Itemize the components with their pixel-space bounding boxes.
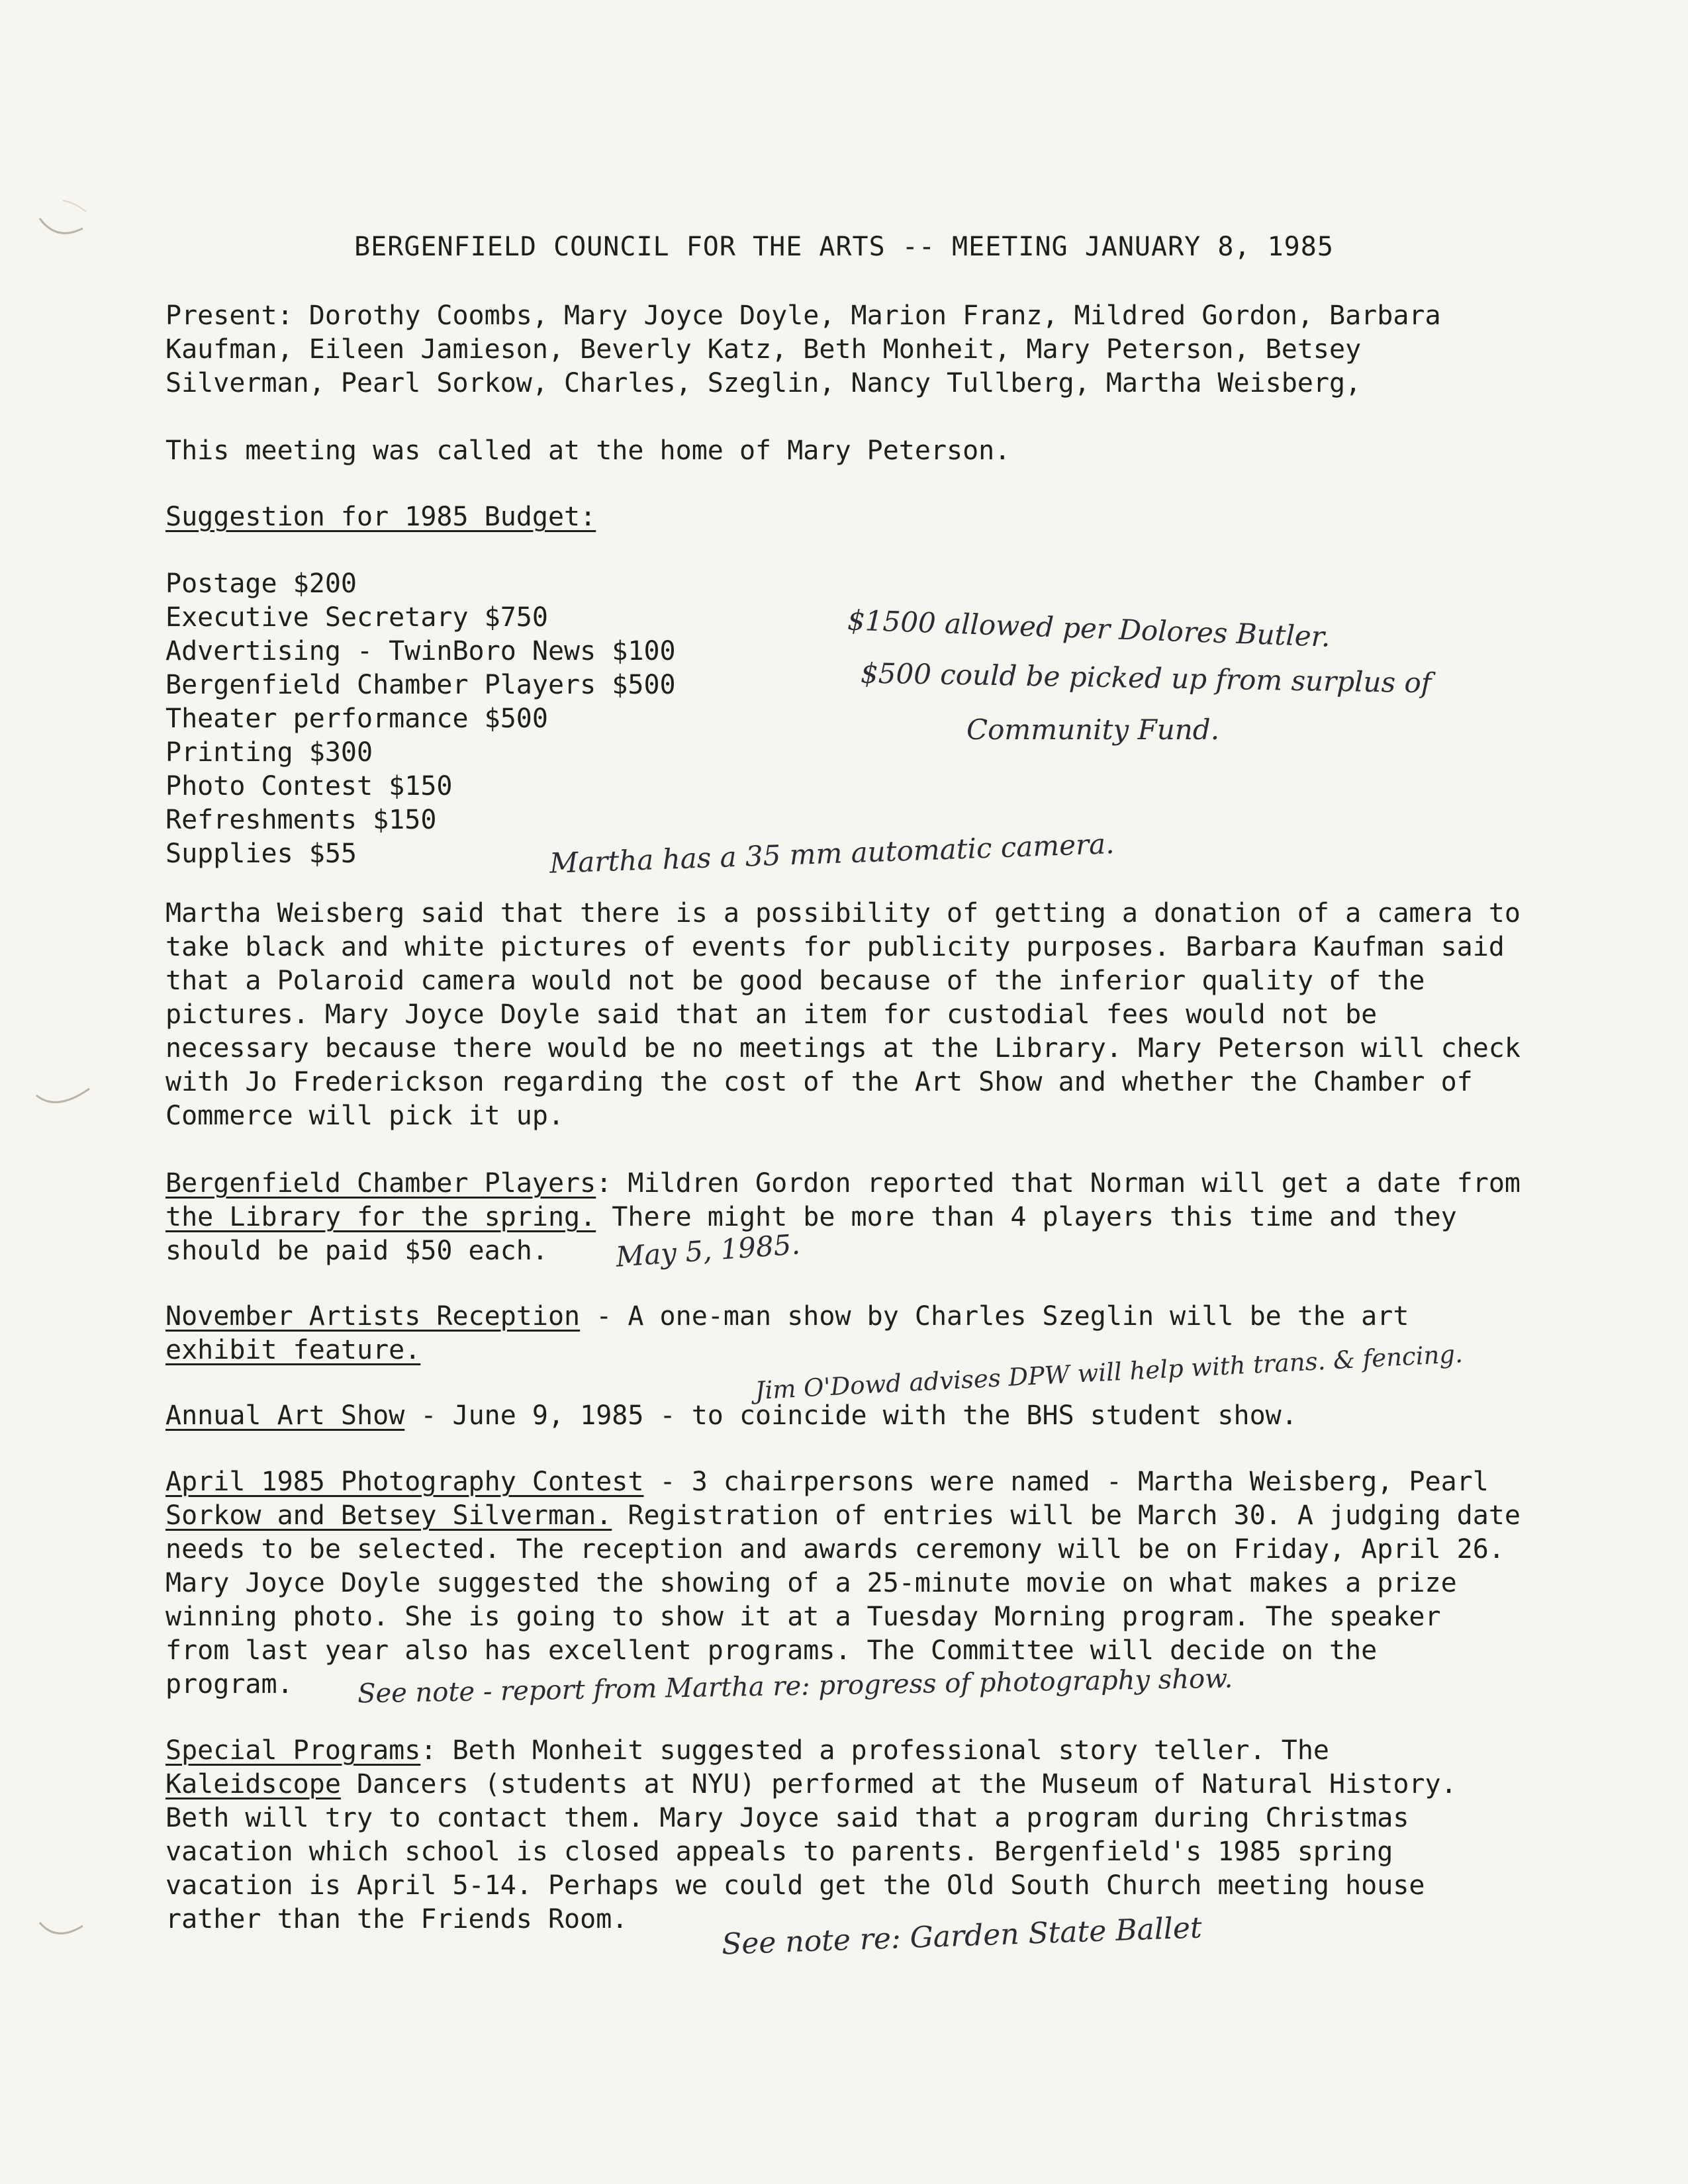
section-line: should be paid $50 each.: [165, 1236, 548, 1266]
attendees-line: Present: Dorothy Coombs, Mary Joyce Doyle, Marion Franz, Mildred Gordon, Barbara: [165, 300, 1441, 331]
photo-contest-heading: April 1985 Photography Contest: [165, 1467, 644, 1497]
punch-hole-mark: [26, 1886, 99, 1959]
section-line: [165, 1300, 1575, 1334]
section-line: [165, 1734, 1575, 1768]
meeting-location: This meeting was called at the home of Mary Peterson.: [165, 435, 1011, 466]
handwritten-budget-note: $500 could be picked up from surplus of: [860, 657, 1432, 700]
handwritten-dpw-note: Jim O'Dowd advises DPW will help with trans. & fencing.: [754, 1340, 1464, 1405]
annual-art-show-heading: Annual Art Show: [165, 1400, 405, 1431]
chamber-players-heading: the Library for the spring.: [165, 1202, 596, 1232]
section-line: [165, 1768, 1575, 1801]
handwritten-camera-note: Martha has a 35 mm automatic camera.: [549, 827, 1115, 880]
paragraph-line: take black and white pictures of events for publicity purposes. Barbara Kaufman said: [165, 932, 1505, 962]
section-line: Beth will try to contact them. Mary Joyce said that a program during Christmas: [165, 1803, 1409, 1833]
handwritten-budget-note: $1500 allowed per Dolores Butler.: [847, 604, 1331, 653]
section-line: vacation is April 5-14. Perhaps we could get the Old South Church meeting house: [165, 1870, 1425, 1901]
handwritten-date-note: May 5, 1985.: [614, 1228, 802, 1273]
handwritten-photo-note: See note - report from Martha re: progress of photography show.: [357, 1663, 1233, 1709]
section-text: - A one-man show by Charles Szeglin will be the art: [580, 1301, 1409, 1332]
section-line: Mary Joyce Doyle suggested the showing of a 25-minute movie on what makes a prize: [165, 1568, 1457, 1598]
annual-art-show-section: [165, 1399, 1575, 1433]
section-line: vacation which school is closed appeals to parents. Bergenfield's 1985 spring: [165, 1837, 1393, 1867]
budget-heading-text: Suggestion for 1985 Budget:: [165, 502, 596, 532]
paragraph-line: pictures. Mary Joyce Doyle said that an item for custodial fees would not be: [165, 999, 1378, 1030]
special-programs-section: [165, 1734, 1575, 1936]
photo-contest-section: [165, 1465, 1575, 1702]
special-programs-heading: Kaleidscope: [165, 1769, 341, 1799]
section-line: [165, 1499, 1575, 1533]
attendees-line: Kaufman, Eileen Jamieson, Beverly Katz, Beth Monheit, Mary Peterson, Betsey: [165, 334, 1362, 365]
section-text: Registration of entries will be March 30. A judging date: [612, 1500, 1521, 1531]
budget-item: Executive Secretary $750: [165, 602, 548, 633]
paragraph-line: necessary because there would be no meetings at the Library. Mary Peterson will check: [165, 1033, 1521, 1064]
section-line: winning photo. She is going to show it at a Tuesday Morning program. The speaker: [165, 1602, 1441, 1632]
budget-item: Theater performance $500: [165, 704, 548, 734]
budget-item: Supplies $55: [165, 839, 357, 869]
section-text: : Beth Monheit suggested a professional story teller. The: [420, 1735, 1329, 1766]
attendees-list: [165, 299, 1575, 400]
budget-heading: [165, 500, 1575, 534]
handwritten-ballet-note: See note re: Garden State Ballet: [721, 1911, 1203, 1962]
section-line: needs to be selected. The reception and awards ceremony will be on Friday, April 26.: [165, 1534, 1505, 1565]
section-text: : Mildren Gordon reported that Norman will get a date from: [596, 1168, 1521, 1199]
section-text: Dancers (students at NYU) performed at the Museum of Natural History.: [340, 1769, 1457, 1799]
photo-contest-heading: Sorkow and Betsey Silverman.: [165, 1500, 612, 1531]
november-reception-heading: November Artists Reception: [165, 1301, 581, 1332]
paragraph-line: Commerce will pick it up.: [165, 1101, 565, 1131]
budget-list: [165, 567, 761, 871]
section-line: program.: [165, 1669, 293, 1700]
section-text: There might be more than 4 players this time and they: [596, 1202, 1457, 1232]
section-text: - June 9, 1985 - to coincide with the BHS student show.: [404, 1400, 1297, 1431]
chamber-players-heading: Bergenfield Chamber Players: [165, 1168, 596, 1199]
special-programs-heading: Special Programs: [165, 1735, 421, 1766]
budget-item: Printing $300: [165, 737, 373, 768]
document-title: BERGENFIELD COUNCIL FOR THE ARTS -- MEETING JANUARY 8, 1985: [354, 232, 1334, 262]
chamber-players-section: [165, 1167, 1575, 1268]
section-line: [165, 1465, 1575, 1499]
budget-item: Refreshments $150: [165, 805, 437, 835]
section-line: [165, 1201, 1575, 1234]
punch-hole-mark: [26, 1052, 99, 1125]
attendees-line: Silverman, Pearl Sorkow, Charles, Szeglin, Nancy Tullberg, Martha Weisberg,: [165, 368, 1362, 398]
camera-paragraph: [165, 897, 1575, 1133]
paragraph-line: Martha Weisberg said that there is a possibility of getting a donation of a camera to: [165, 898, 1521, 929]
budget-item: Advertising - TwinBoro News $100: [165, 636, 676, 666]
section-line: rather than the Friends Room.: [165, 1904, 628, 1934]
budget-item: Bergenfield Chamber Players $500: [165, 670, 676, 700]
november-reception-heading: exhibit feature.: [165, 1335, 421, 1365]
budget-item: Photo Contest $150: [165, 771, 453, 801]
paragraph-line: that a Polaroid camera would not be good because of the inferior quality of the: [165, 966, 1425, 996]
budget-item: Postage $200: [165, 569, 357, 599]
paragraph-line: with Jo Frederickson regarding the cost of the Art Show and whether the Chamber of: [165, 1067, 1473, 1097]
handwritten-budget-note: Community Fund.: [966, 713, 1220, 746]
section-line: from last year also has excellent programs. The Committee will decide on the: [165, 1635, 1378, 1666]
section-line: [165, 1167, 1575, 1201]
section-line: [165, 1399, 1575, 1433]
section-text: - 3 chairpersons were named - Martha Weisberg, Pearl: [643, 1467, 1489, 1497]
